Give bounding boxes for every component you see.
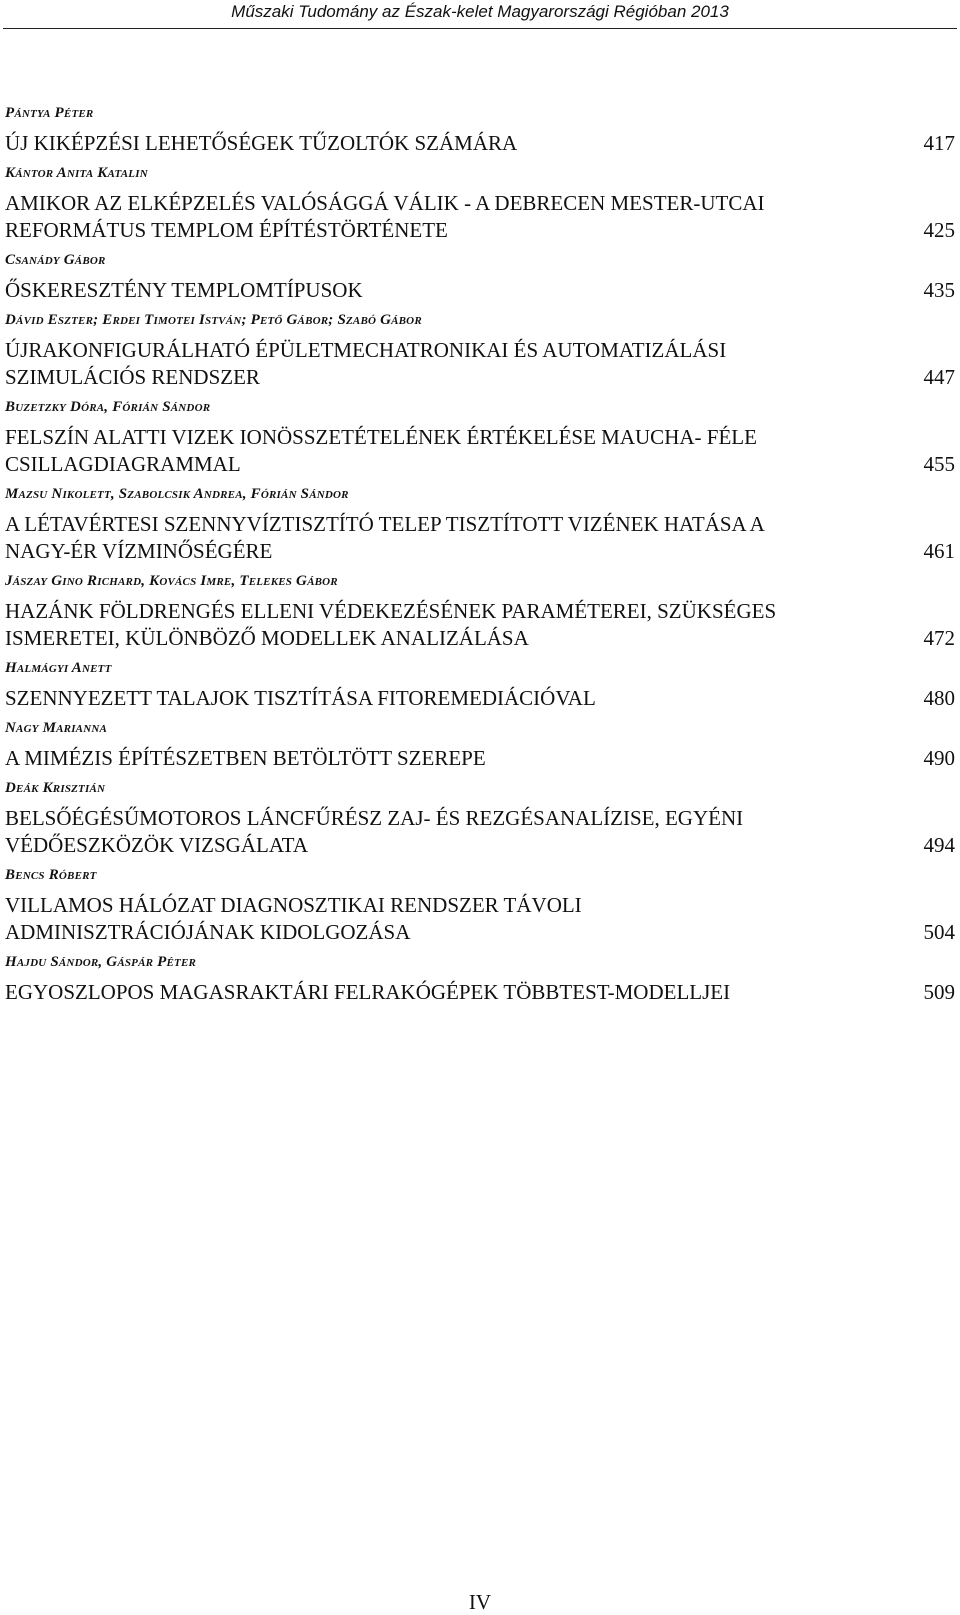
toc-page-number: 435 (923, 278, 955, 302)
toc-title-line (5, 511, 955, 538)
toc-title: AMIKOR AZ ELKÉPZELÉS VALÓSÁGGÁ VÁLIK - A DEBRECEN MESTER-UTCAI (5, 191, 765, 215)
toc-author: Pántya Péter (5, 105, 94, 121)
toc-title-line (5, 364, 955, 391)
toc-title: NAGY-ÉR VÍZMINŐSÉGÉRE (5, 539, 273, 563)
toc-title: ÚJ KIKÉPZÉSI LEHETŐSÉGEK TŰZOLTÓK SZÁMÁRA (5, 131, 518, 155)
toc-entry (5, 712, 955, 772)
toc-title-line (5, 424, 955, 451)
toc-title-line (5, 625, 955, 652)
toc-title-line (5, 130, 955, 157)
toc-title-line (5, 190, 955, 217)
toc-entry (5, 97, 955, 157)
toc-author: Deák Krisztián (5, 780, 106, 796)
toc-entry (5, 478, 955, 565)
toc-title: EGYOSZLOPOS MAGASRAKTÁRI FELRAKÓGÉPEK TÖBBTEST-MODELLJEI (5, 980, 731, 1004)
toc-title: REFORMÁTUS TEMPLOM ÉPÍTÉSTÖRTÉNETE (5, 218, 448, 242)
toc-page-number: 425 (923, 218, 955, 242)
toc-entry (5, 391, 955, 478)
toc-page-number: 447 (923, 365, 955, 389)
toc-title-line (5, 919, 955, 946)
toc-entry (5, 565, 955, 652)
toc-title-line (5, 538, 955, 565)
table-of-contents (5, 97, 955, 1006)
toc-author: Csanády Gábor (5, 252, 106, 268)
toc-title-line (5, 217, 955, 244)
toc-title: CSILLAGDIAGRAMMAL (5, 452, 241, 476)
toc-author: Buzetzky Dóra, Fórián Sándor (5, 399, 211, 415)
toc-author: Nagy Marianna (5, 720, 108, 736)
toc-title: FELSZÍN ALATTI VIZEK IONÖSSZETÉTELÉNEK ÉRTÉKELÉSE MAUCHA- FÉLE (5, 425, 757, 449)
toc-page-number: 472 (923, 626, 955, 650)
toc-title-line (5, 979, 955, 1006)
page-number: IV (468, 1590, 492, 1614)
toc-title: ISMERETEI, KÜLÖNBÖZŐ MODELLEK ANALIZÁLÁSA (5, 626, 529, 650)
toc-page-number: 455 (923, 452, 955, 476)
toc-page-number: 504 (923, 920, 955, 944)
toc-title: ŐSKERESZTÉNY TEMPLOMTÍPUSOK (5, 278, 363, 302)
toc-page-number: 417 (923, 131, 955, 155)
toc-page-number: 480 (923, 686, 955, 710)
toc-page-number: 494 (923, 833, 955, 857)
toc-page-number: 490 (923, 746, 955, 770)
running-header: Műszaki Tudomány az Észak-kelet Magyarországi Régióban 2013 (231, 2, 729, 21)
toc-title: BELSŐÉGÉSŰMOTOROS LÁNCFŰRÉSZ ZAJ- ÉS REZGÉSANALÍZISE, EGYÉNI (5, 806, 744, 830)
toc-entry (5, 772, 955, 859)
toc-title-line (5, 685, 955, 712)
header-rule (3, 28, 957, 29)
toc-title: VÉDŐESZKÖZÖK VIZSGÁLATA (5, 833, 308, 857)
toc-title-line (5, 805, 955, 832)
toc-title-line (5, 277, 955, 304)
toc-entry (5, 652, 955, 712)
toc-entry (5, 157, 955, 244)
toc-page-number: 461 (923, 539, 955, 563)
toc-entry (5, 859, 955, 946)
toc-title-line (5, 451, 955, 478)
toc-entry (5, 244, 955, 304)
toc-title: ADMINISZTRÁCIÓJÁNAK KIDOLGOZÁSA (5, 920, 411, 944)
toc-page-number: 509 (923, 980, 955, 1004)
toc-title-line (5, 892, 955, 919)
toc-title: SZENNYEZETT TALAJOK TISZTÍTÁSA FITOREMEDIÁCIÓVAL (5, 686, 596, 710)
toc-title: SZIMULÁCIÓS RENDSZER (5, 365, 260, 389)
toc-author: Dávid Eszter; Erdei Timotei István; Pető Gábor; Szabó Gábor (5, 312, 422, 328)
toc-title: HAZÁNK FÖLDRENGÉS ELLENI VÉDEKEZÉSÉNEK PARAMÉTEREI, SZÜKSÉGES (5, 599, 777, 623)
toc-author: Hajdu Sándor, Gáspár Péter (5, 954, 197, 970)
toc-title: A MIMÉZIS ÉPÍTÉSZETBEN BETÖLTÖTT SZEREPE (5, 746, 486, 770)
toc-entry (5, 946, 955, 1006)
toc-title: ÚJRAKONFIGURÁLHATÓ ÉPÜLETMECHATRONIKAI ÉS AUTOMATIZÁLÁSI (5, 338, 727, 362)
toc-title: VILLAMOS HÁLÓZAT DIAGNOSZTIKAI RENDSZER TÁVOLI (5, 893, 582, 917)
toc-author: Halmágyi Anett (5, 660, 112, 676)
toc-author: Kántor Anita Katalin (5, 165, 148, 181)
toc-author: Jászay Gino Richard, Kovács Imre, Telekes Gábor (5, 573, 338, 589)
toc-title-line (5, 745, 955, 772)
toc-entry (5, 304, 955, 391)
toc-author: Bencs Róbert (5, 867, 97, 883)
toc-title: A LÉTAVÉRTESI SZENNYVÍZTISZTÍTÓ TELEP TISZTÍTOTT VIZÉNEK HATÁSA A (5, 512, 765, 536)
toc-title-line (5, 832, 955, 859)
toc-title-line (5, 598, 955, 625)
toc-title-line (5, 337, 955, 364)
toc-author: Mazsu Nikolett, Szabolcsik Andrea, Fórián Sándor (5, 486, 349, 502)
